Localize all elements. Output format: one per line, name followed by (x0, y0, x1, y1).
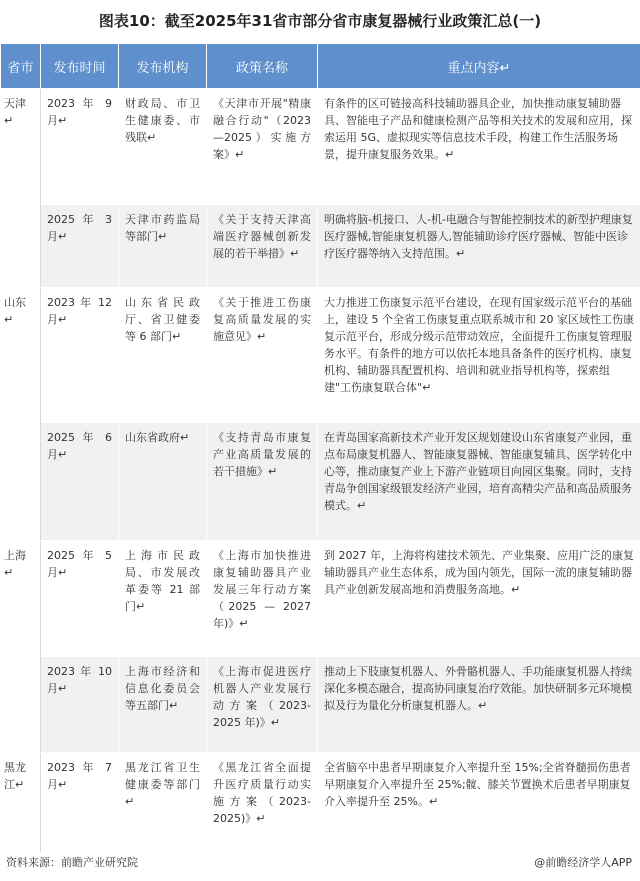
city-cell: 上海↵ (1, 541, 41, 753)
table-row (1, 205, 640, 288)
org-cell: 财政局、市卫生健康委、市残联↵ (119, 89, 207, 205)
content-cell: 在青岛国家高新技术产业开发区规划建设山东省康复产业园，重点布局康复机器人、智能康复器械、智能康复辅具、医学转化中心等，推动康复产业上下游产业链项目向园区集聚。同时，支持青岛争创国家级银发经济产业园，培育高精尖产品和高品质服务模式。↵ (318, 423, 640, 541)
content-cell: 明确将脑-机接口、人-机-电融合与智能控制技术的新型护理康复医疗器械,智能康复机器人,智能辅助诊疗医疗器械、智能中医诊疗医疗器等纳入支持范围。↵ (318, 205, 640, 288)
date-cell: 2023 年 7 月↵ (41, 753, 119, 853)
content-cell: 全省脑卒中患者早期康复介入率提升至 15%;全省脊髓损伤患者早期康复介入率提升至 25%;髋、膝关节置换术后患者早期康复介入率提升至 25%。↵ (318, 753, 640, 853)
date-cell: 2025 年 5 月↵ (41, 541, 119, 657)
date-cell: 2023 年 10 月↵ (41, 657, 119, 753)
policy-table (0, 43, 640, 853)
org-cell: 上海市经济和信息化委员会等五部门↵ (119, 657, 207, 753)
header-city: 省市 (1, 44, 41, 89)
city-cell: 山东↵ (1, 288, 41, 541)
policy-cell: 《上海市促进医疗机器人产业发展行动方案（2023-2025 年)》↵ (207, 657, 318, 753)
org-cell: 山东省民政厅、省卫健委等 6 部门↵ (119, 288, 207, 423)
content-cell: 推动上下肢康复机器人、外骨骼机器人、手功能康复机器人持续深化多模态融合，提高协同康复治疗效能。加快研制多元环境模拟及行为量化分析康复机器人。↵ (318, 657, 640, 753)
header-policy: 政策名称 (207, 44, 318, 89)
header-date: 发布时间 (41, 44, 119, 89)
table-row (1, 541, 640, 657)
brand-note: @前瞻经济学人APP (534, 856, 632, 869)
city-cell: 黑龙江↵ (1, 753, 41, 853)
policy-cell: 《支持青岛市康复产业高质量发展的若干措施》↵ (207, 423, 318, 541)
source-note: 资料来源：前瞻产业研究院 (6, 856, 138, 869)
header-content: 重点内容↵ (318, 44, 640, 89)
policy-cell: 《关于推进工伤康复高质量发展的实施意见》↵ (207, 288, 318, 423)
table-row (1, 657, 640, 753)
policy-cell: 《黑龙江省全面提升医疗质量行动实施方案（2023-2025)》↵ (207, 753, 318, 853)
date-cell: 2025 年 6 月↵ (41, 423, 119, 541)
content-cell: 到 2027 年，上海将构建技术领先、产业集聚、应用广泛的康复辅助器具产业生态体系，成为国内领先，国际一流的康复辅助器具产业创新发展高地和消费服务高地。↵ (318, 541, 640, 657)
policy-cell: 《天津市开展"精康融合行动"（2023—2025）实施方案》↵ (207, 89, 318, 205)
city-cell: 天津↵ (1, 89, 41, 288)
header-org: 发布机构 (119, 44, 207, 89)
table-header-row (1, 44, 640, 89)
policy-cell: 《关于支持天津高端医疗器械创新发展的若干举措》↵ (207, 205, 318, 288)
org-cell: 上海市民政局、市发展改革委等 21 部门↵ (119, 541, 207, 657)
org-cell: 山东省政府↵ (119, 423, 207, 541)
date-cell: 2023 年 9 月↵ (41, 89, 119, 205)
policy-cell: 《上海市加快推进康复辅助器具产业发展三年行动方案（2025 — 2027 年)》↵ (207, 541, 318, 657)
table-row (1, 753, 640, 853)
org-cell: 黑龙江省卫生健康委等部门↵ (119, 753, 207, 853)
content-cell: 有条件的区可链接高科技辅助器具企业，加快推动康复辅助器具、智能电子产品和健康检测产品等相关技术的发展和应用，探索运用 5G、虚拟现实等信息技术手段，构建工作生活服务场景，提升康复服务效果。↵ (318, 89, 640, 205)
content-cell: 大力推进工伤康复示范平台建设，在现有国家级示范平台的基础上，建设 5 个全省工伤康复重点联系城市和 20 家区域性工伤康复示范平台，形成分级示范带动效应，全面提升工伤康复管理服务水平。有条件的地方可以依托本地具备条件的医疗机构、康复机构、辅助器具配置机构、培训和就业指导机构等，探索组建"工伤康复联合体"↵ (318, 288, 640, 423)
figure-title: 图表10：截至2025年31省市部分省市康复器械行业政策汇总(一) (98, 12, 542, 30)
date-cell: 2023 年 12 月↵ (41, 288, 119, 423)
table-row (1, 288, 640, 423)
table-row (1, 89, 640, 205)
table-row (1, 423, 640, 541)
org-cell: 天津市药监局等部门↵ (119, 205, 207, 288)
date-cell: 2025 年 3 月↵ (41, 205, 119, 288)
